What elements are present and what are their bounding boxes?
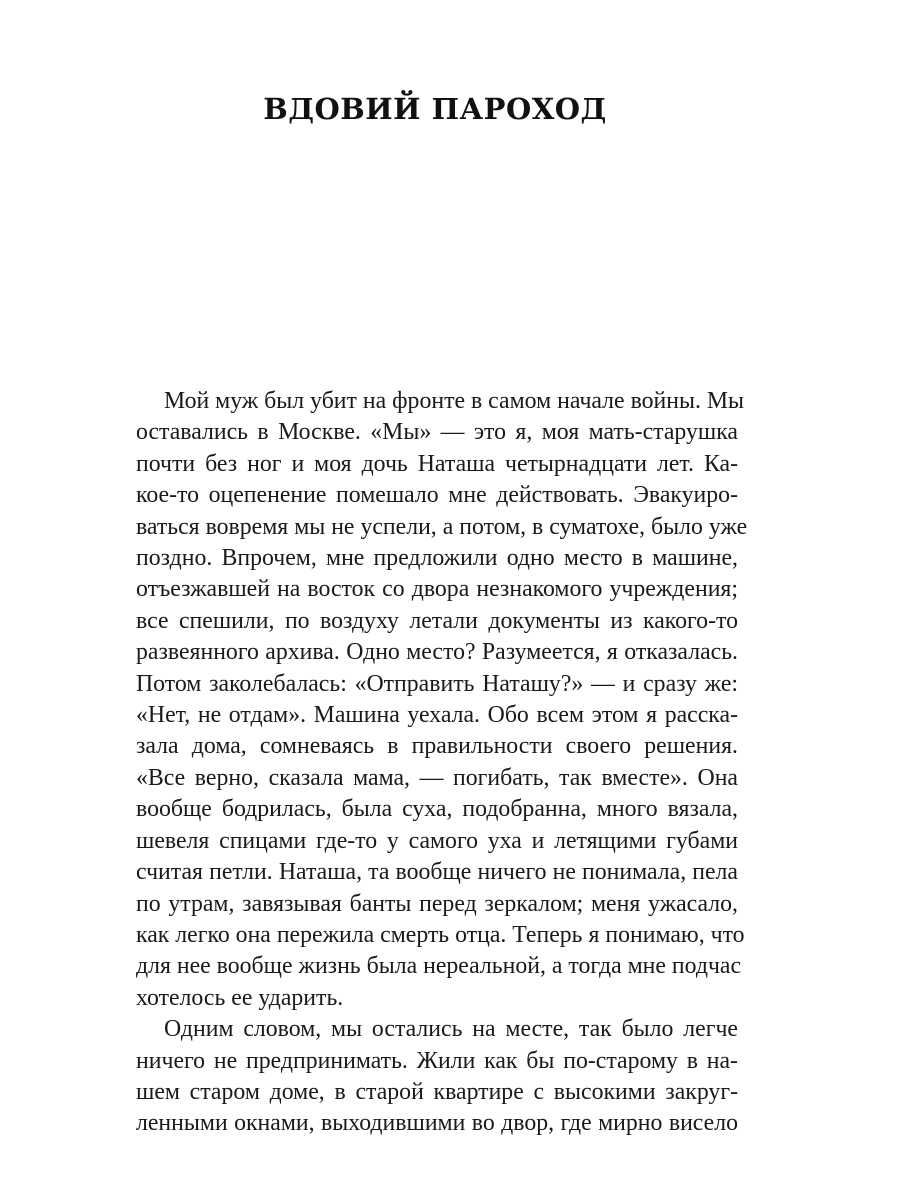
- text-line: «Все верно, сказала мама, — погибать, так вместе». Она: [136, 764, 738, 791]
- text-line: зала дома, сомневаясь в правильности своего решения.: [136, 733, 738, 760]
- text-line: все спешили, по воздуху летали документы из какого-то: [136, 607, 738, 634]
- paragraph-2: [136, 1014, 738, 1140]
- text-line: поздно. Впрочем, мне предложили одно место в машине,: [136, 545, 738, 572]
- text-line: шевеля спицами где-то у самого уха и летящими губами: [136, 827, 738, 854]
- text-line: вообще бодрилась, была суха, подобранна, много вязала,: [136, 796, 738, 823]
- text-line: ничего не предпринимать. Жили как бы по-старому в на-: [136, 1047, 738, 1074]
- text-line: как легко она пережила смерть отца. Теперь я понимаю, что: [136, 921, 745, 948]
- text-line: считая петли. Наташа, та вообще ничего не понимала, пела: [136, 859, 738, 886]
- text-line: «Нет, не отдам». Машина уехала. Обо всем этом я расска-: [136, 702, 738, 729]
- text-line: по утрам, завязывая банты перед зеркалом; меня ужасало,: [136, 890, 738, 917]
- text-line: Мой муж был убит на фронте в самом начале войны. Мы: [164, 388, 745, 414]
- text-line: ленными окнами, выходившими во двор, где мирно висело: [136, 1110, 738, 1137]
- paragraph-1: [136, 386, 748, 1014]
- text-line: Одним словом, мы остались на месте, так было легче: [164, 1016, 738, 1043]
- chapter-body: [136, 386, 748, 1140]
- text-line: почти без ног и моя дочь Наташа четырнадцати лет. Ка-: [136, 450, 738, 477]
- text-line: развеянного архива. Одно место? Разумеется, я отказалась.: [136, 639, 738, 666]
- text-line: для нее вообще жизнь была нереальной, а тогда мне подчас: [136, 953, 742, 980]
- text-line: ваться вовремя мы не успели, а потом, в суматохе, было уже: [136, 513, 748, 540]
- text-line: оставались в Москве. «Мы» — это я, моя мать-старушка: [136, 419, 738, 446]
- chapter-title: ВДОВИЙ ПАРОХОД: [263, 92, 607, 126]
- text-line: отъезжавшей на восток со двора незнакомого учреждения;: [136, 576, 738, 603]
- text-line: хотелось ее ударить.: [136, 984, 344, 1011]
- text-line: Потом заколебалась: «Отправить Наташу?» — и сразу же:: [136, 670, 738, 697]
- text-line: шем старом доме, в старой квартире с высокими закруг-: [136, 1078, 738, 1105]
- text-line: кое-то оцепенение помешало мне действовать. Эвакуиро-: [136, 482, 738, 509]
